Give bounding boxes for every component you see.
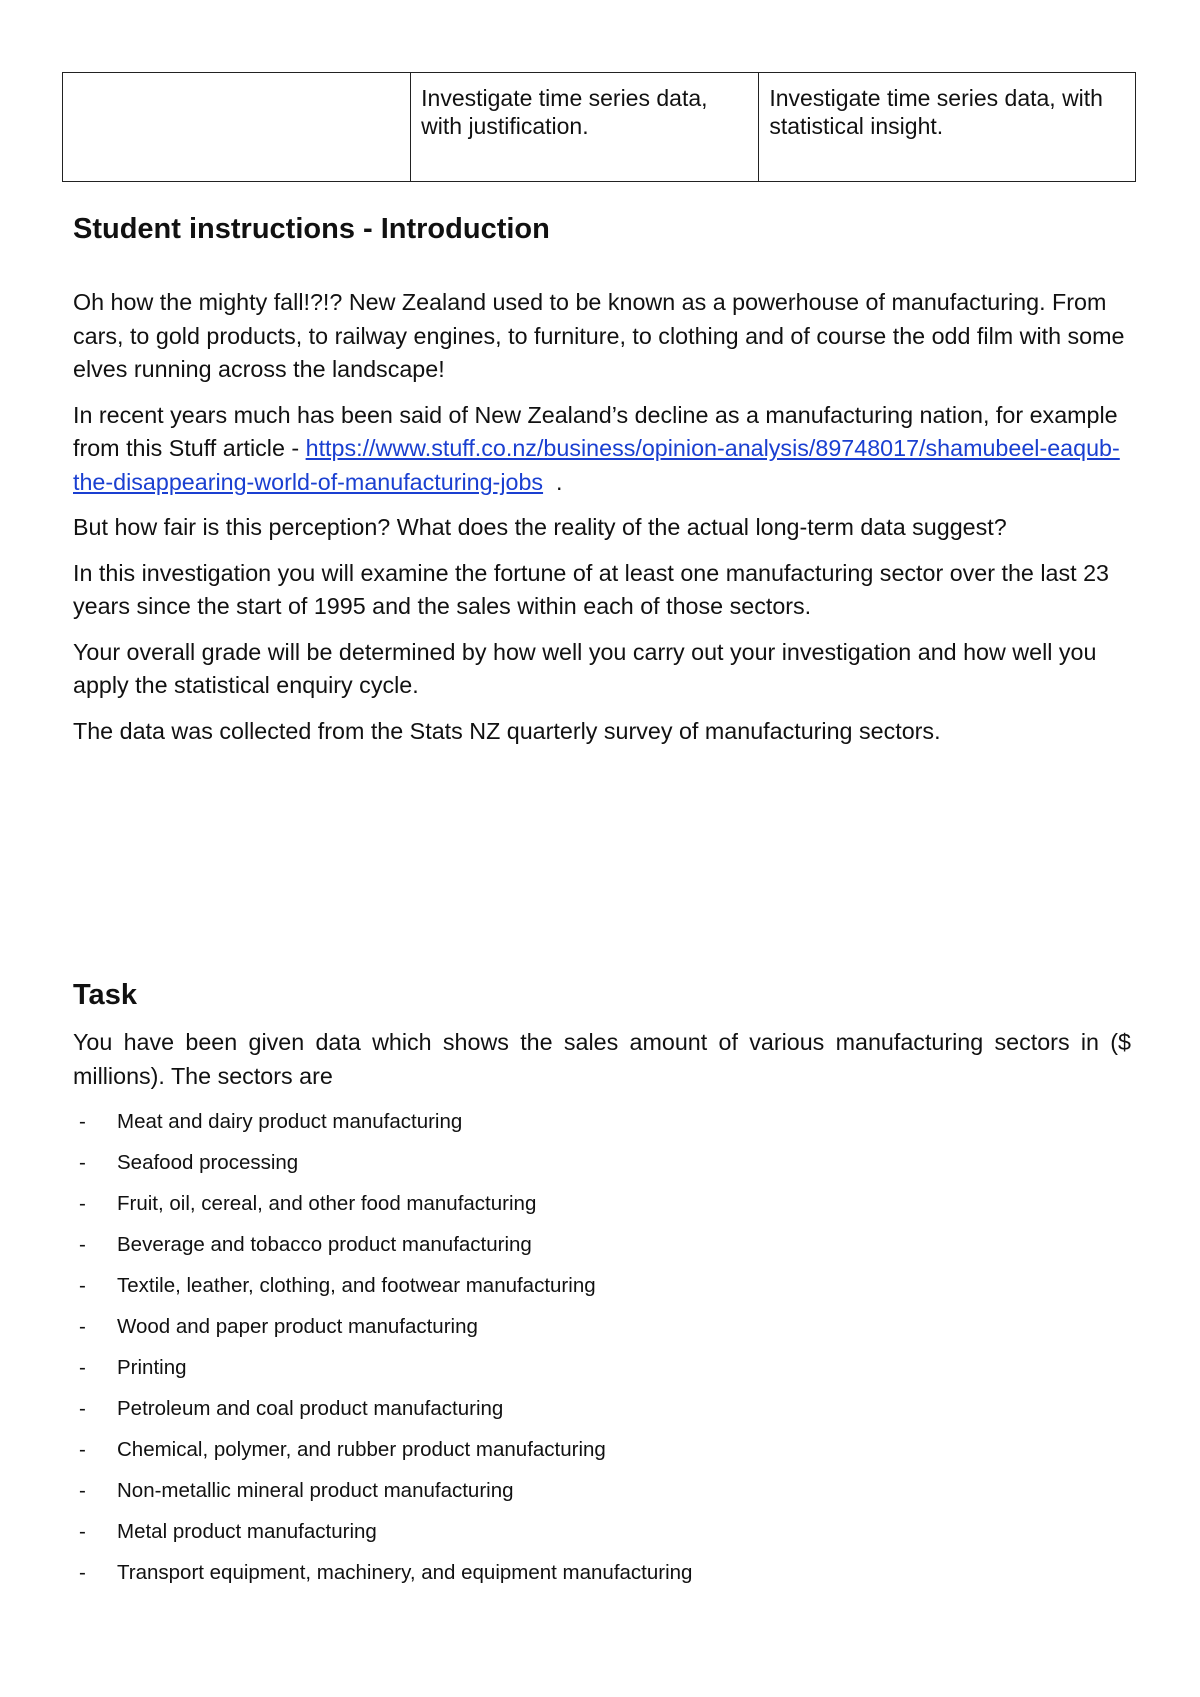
list-item	[73, 1265, 1131, 1306]
achievement-criteria-table	[62, 72, 1136, 182]
sector-name: Beverage and tobacco product manufacturing	[117, 1233, 532, 1256]
introduction-heading: Student instructions - Introduction	[73, 213, 550, 245]
list-item	[73, 1183, 1131, 1224]
intro-paragraph-1: Oh how the mighty fall!?!? New Zealand used to be known as a powerhouse of manufacturing. From cars, to gold products, to railway engines, to furniture, to clothing and of course the odd film with some elves running across the landscape!	[73, 289, 1125, 382]
introduction-section	[73, 286, 1135, 760]
intro-paragraph-2	[73, 399, 1135, 500]
sector-name: Metal product manufacturing	[117, 1520, 377, 1543]
intro-paragraph-4: In this investigation you will examine the fortune of at least one manufacturing sector over the last 23 years since the start of 1995 and the sales within each of those sectors.	[73, 559, 1109, 619]
list-bullet: -	[79, 1315, 86, 1338]
intro-paragraph-2-tail: .	[543, 468, 563, 495]
task-heading: Task	[73, 979, 137, 1011]
sector-name: Petroleum and coal product manufacturing	[117, 1397, 504, 1420]
list-item	[73, 1101, 1131, 1142]
sector-name: Printing	[117, 1356, 187, 1379]
list-item	[73, 1388, 1131, 1429]
sector-name: Wood and paper product manufacturing	[117, 1315, 478, 1338]
list-bullet: -	[79, 1561, 86, 1584]
list-item	[73, 1511, 1131, 1552]
list-item	[73, 1429, 1131, 1470]
intro-paragraph-6: The data was collected from the Stats NZ quarterly survey of manufacturing sectors.	[73, 717, 941, 744]
list-bullet: -	[79, 1397, 86, 1420]
criteria-cell-merit: Investigate time series data, with justification.	[411, 73, 759, 182]
sector-name: Textile, leather, clothing, and footwear manufacturing	[117, 1274, 596, 1297]
list-bullet: -	[79, 1479, 86, 1502]
sector-list	[73, 1101, 1131, 1593]
list-bullet: -	[79, 1151, 86, 1174]
list-item	[73, 1306, 1131, 1347]
sector-name: Transport equipment, machinery, and equipment manufacturing	[117, 1561, 693, 1584]
sector-name: Meat and dairy product manufacturing	[117, 1110, 463, 1133]
list-item	[73, 1347, 1131, 1388]
list-bullet: -	[79, 1192, 86, 1215]
list-item	[73, 1470, 1131, 1511]
list-bullet: -	[79, 1110, 86, 1133]
sector-name: Non-metallic mineral product manufacturing	[117, 1479, 514, 1502]
intro-paragraph-3: But how fair is this perception? What does the reality of the actual long-term data suggest?	[73, 514, 1007, 540]
intro-paragraph-5: Your overall grade will be determined by how well you carry out your investigation and how well you apply the statistical enquiry cycle.	[73, 638, 1097, 698]
list-item	[73, 1552, 1131, 1593]
table-row	[63, 73, 1136, 182]
list-bullet: -	[79, 1233, 86, 1256]
criteria-cell-excellence: Investigate time series data, with statistical insight.	[759, 73, 1136, 182]
list-bullet: -	[79, 1274, 86, 1297]
list-item	[73, 1224, 1131, 1265]
sector-name: Chemical, polymer, and rubber product manufacturing	[117, 1438, 606, 1461]
sector-name: Seafood processing	[117, 1151, 299, 1174]
list-bullet: -	[79, 1438, 86, 1461]
criteria-cell-achieved	[63, 73, 411, 182]
list-bullet: -	[79, 1520, 86, 1543]
stuff-article-link[interactable]: https://www.stuff.co.nz/business/opinion-analysis/89748017/shamubeel-eaqub-the-disappearing-world-of-manufacturing-jobs	[73, 435, 1120, 495]
list-item	[73, 1142, 1131, 1183]
sector-name: Fruit, oil, cereal, and other food manufacturing	[117, 1192, 537, 1215]
intro-paragraph-2-text: In recent years much has been said of New Zealand’s decline as a manufacturing nation, for example from this Stuff article -	[73, 401, 1118, 461]
task-section	[73, 1026, 1131, 1593]
task-intro-paragraph: You have been given data which shows the sales amount of various manufacturing sectors in ($ millions). The sectors are	[73, 1029, 1131, 1089]
list-bullet: -	[79, 1356, 86, 1379]
